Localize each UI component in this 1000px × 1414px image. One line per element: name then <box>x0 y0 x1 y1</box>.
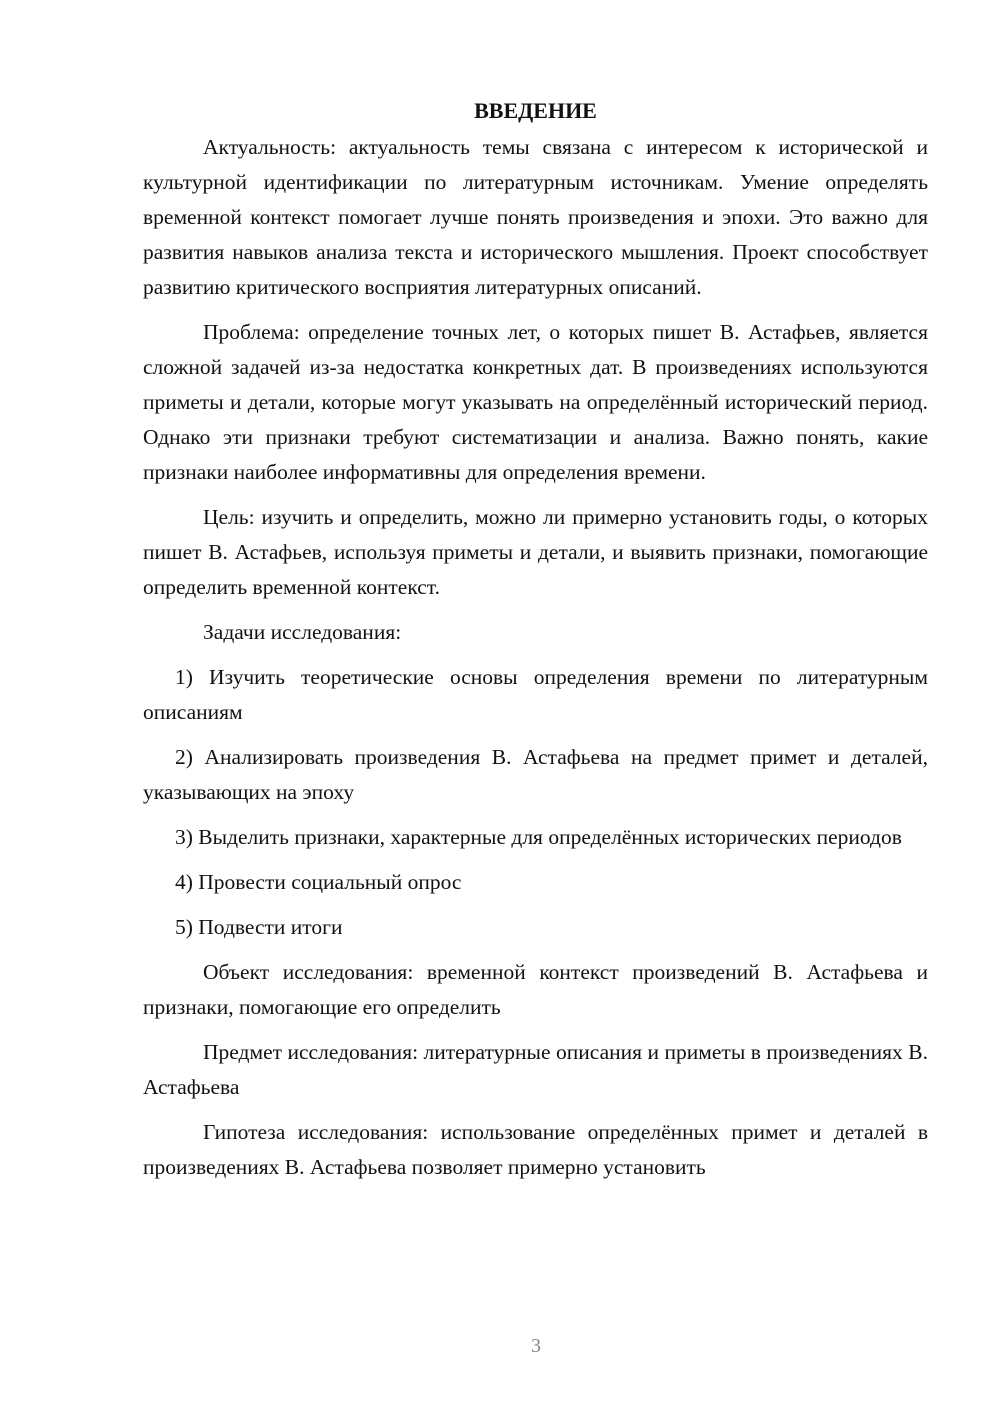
task-item-3: 3) Выделить признаки, характерные для определённых исторических периодов <box>175 825 902 849</box>
page-number: 3 <box>531 1335 541 1357</box>
document-page <box>143 96 928 1185</box>
task-item-2: 2) Анализировать произведения В. Астафьева на предмет примет и деталей, указывающих на эпоху <box>143 745 928 804</box>
paragraph-problem: Проблема: определение точных лет, о которых пишет В. Астафьев, является сложной задачей из-за недостатка конкретных дат. В произведениях используются приметы и детали, которые могут указывать на определённый исторический период. Однако эти признаки требуют систематизации и анализа. Важно понять, какие признаки наиболее информативны для определения времени. <box>143 320 928 484</box>
task-item-1: 1) Изучить теоретические основы определения времени по литературным описаниям <box>143 665 928 724</box>
paragraph-goal: Цель: изучить и определить, можно ли примерно установить годы, о которых пишет В. Астафьев, используя приметы и детали, и выявить признаки, помогающие определить временной контекст. <box>143 505 928 599</box>
paragraph-object: Объект исследования: временной контекст произведений В. Астафьева и признаки, помогающие его определить <box>143 960 928 1019</box>
task-item-5: 5) Подвести итоги <box>175 915 343 939</box>
paragraph-hypothesis: Гипотеза исследования: использование определённых примет и деталей в произведениях В. Астафьева позволяет примерно установить <box>143 1120 928 1179</box>
paragraph-tasks-heading: Задачи исследования: <box>203 620 402 644</box>
task-item-4: 4) Провести социальный опрос <box>175 870 462 894</box>
section-heading: ВВЕДЕНИЕ <box>474 98 597 123</box>
paragraph-relevance: Актуальность: актуальность темы связана с интересом к исторической и культурной идентификации по литературным источникам. Умение определять временной контекст помогает лучше понять произведения и эпохи. Это важно для развития навыков анализа текста и исторического мышления. Проект способствует развитию критического восприятия литературных описаний. <box>143 135 928 299</box>
paragraph-subject: Предмет исследования: литературные описания и приметы в произведениях В. Астафьева <box>143 1040 928 1099</box>
